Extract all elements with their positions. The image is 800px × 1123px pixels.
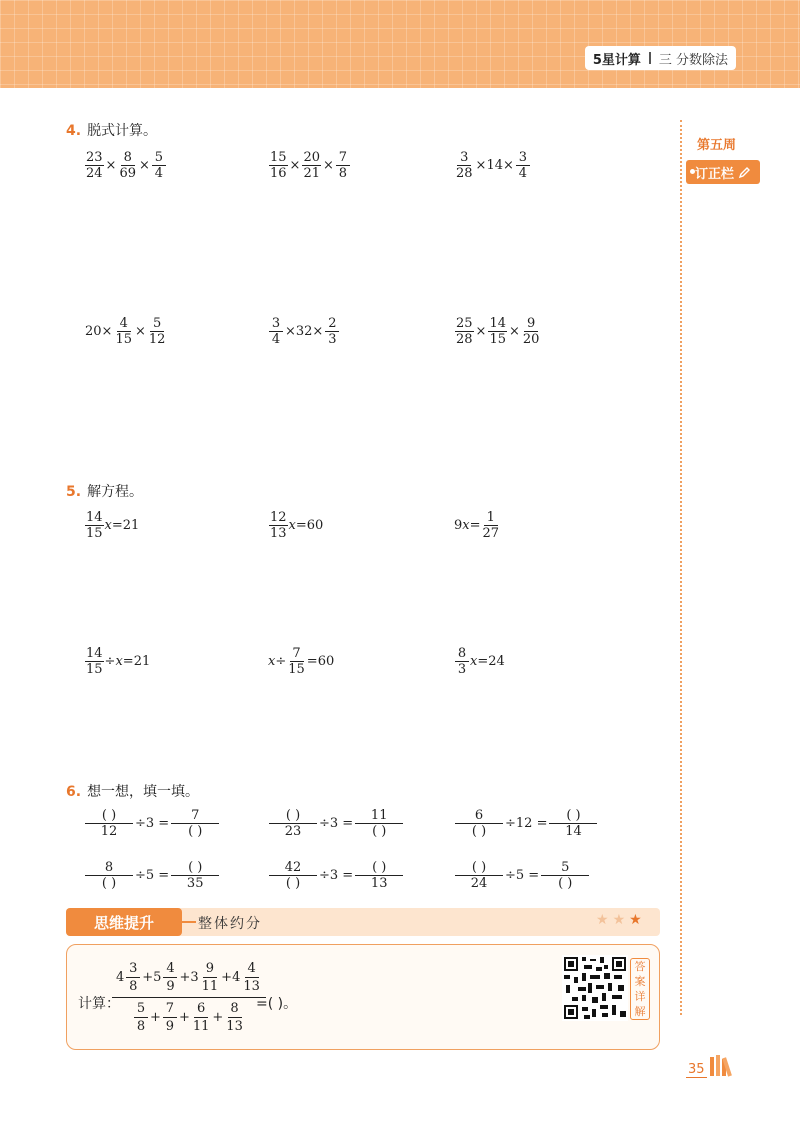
- difficulty-stars: [596, 912, 646, 928]
- section-title-text: 想一想，填一填。: [87, 784, 200, 800]
- equation-5-4: $\frac{14}{15}$ ÷ x =21: [86, 646, 151, 677]
- expression-4-2: $\frac{15}{16}$ × $\frac{20}{21}$ × $\frac{7}{8}$: [268, 150, 351, 181]
- equation-5-6: $\frac{8}{3}$ x =24: [454, 646, 505, 677]
- star-icon: ★: [596, 912, 613, 928]
- expression-4-3: $\frac{3}{28}$ ×14× $\frac{3}{4}$: [454, 150, 531, 181]
- section-number: 6.: [66, 784, 82, 800]
- chapter-label: 三 分数除法: [658, 52, 728, 68]
- header-band: [0, 0, 800, 88]
- bullet-dot: [690, 169, 695, 174]
- answer-blank: =( )。: [256, 996, 298, 1012]
- complex-fraction: [112, 958, 266, 1037]
- section-6-title: [66, 781, 199, 801]
- correction-column-label: [686, 160, 760, 184]
- expression-4-4: 20× $\frac{4}{15}$ × $\frac{5}{12}$: [85, 316, 166, 347]
- section-title-text: 解方程。: [87, 484, 144, 500]
- equation-5-1: $\frac{14}{15}$ x =21: [86, 510, 140, 541]
- thinking-label: 思维提升: [66, 908, 182, 936]
- calc-label: 计算：: [78, 996, 120, 1012]
- chapter-tab: [585, 46, 736, 70]
- expression-4-1: $\frac{23}{24}$ × $\frac{8}{69}$ × $\frac{5}{4}$: [84, 150, 167, 181]
- section-number: 5.: [66, 484, 82, 500]
- tab-divider: [649, 52, 651, 64]
- fill-blank-6-1: $\frac{( )}{12}$ ÷3 = $\frac{7}{( )}$: [84, 808, 220, 839]
- connector-dash: [182, 921, 196, 923]
- equation-5-2: $\frac{12}{13}$ x =60: [270, 510, 324, 541]
- expression-4-6: $\frac{25}{28}$ × $\frac{14}{15}$ × $\frac{9}{20}$: [456, 316, 540, 347]
- thinking-subtitle: 整体约分: [198, 916, 262, 932]
- section-4-title: [66, 120, 157, 140]
- pencil-icon: [738, 166, 751, 179]
- fill-blank-6-5: $\frac{42}{( )}$ ÷3 = $\frac{( )}{13}$: [268, 860, 404, 891]
- margin-divider: [680, 120, 682, 1015]
- complex-numerator: 4 $\frac{3}{8}$ +5 $\frac{4}{9}$ +3 $\frac{9}{11}$ +4 $\frac{4}{13}$: [112, 958, 266, 998]
- qr-code-icon[interactable]: [562, 955, 628, 1021]
- section-number: 4.: [66, 123, 82, 139]
- fill-blank-6-4: $\frac{8}{( )}$ ÷5 = $\frac{( )}{35}$: [84, 860, 220, 891]
- equation-5-5: x ÷ $\frac{7}{15}$ =60: [268, 646, 335, 677]
- expression-4-5: $\frac{3}{4}$ ×32× $\frac{2}{3}$: [268, 316, 340, 347]
- correction-text: 订正栏: [694, 166, 734, 182]
- week-label: 第五周: [697, 138, 737, 153]
- equation-5-3: 9 x = $\frac{1}{27}$: [454, 510, 500, 541]
- complex-denominator: $\frac{5}{8}$ + $\frac{7}{9}$ + $\frac{6}{11}$ + $\frac{8}{13}$: [129, 998, 249, 1037]
- brand-label: 5星计算: [592, 52, 641, 68]
- star-icon: ★: [629, 912, 646, 928]
- section-title-text: 脱式计算。: [87, 123, 158, 139]
- section-5-title: [66, 481, 143, 501]
- fill-blank-6-6: $\frac{( )}{24}$ ÷5 = $\frac{5}{( )}$: [454, 860, 590, 891]
- answer-explanation-tag[interactable]: 答 案 详 解: [630, 958, 650, 1020]
- page-number: 35: [688, 1062, 705, 1077]
- star-icon: ★: [612, 912, 630, 928]
- fill-blank-6-2: $\frac{( )}{23}$ ÷3 = $\frac{11}{( )}$: [268, 808, 404, 839]
- fill-blank-6-3: $\frac{6}{( )}$ ÷12 = $\frac{( )}{14}$: [454, 808, 598, 839]
- books-icon: [709, 1055, 739, 1077]
